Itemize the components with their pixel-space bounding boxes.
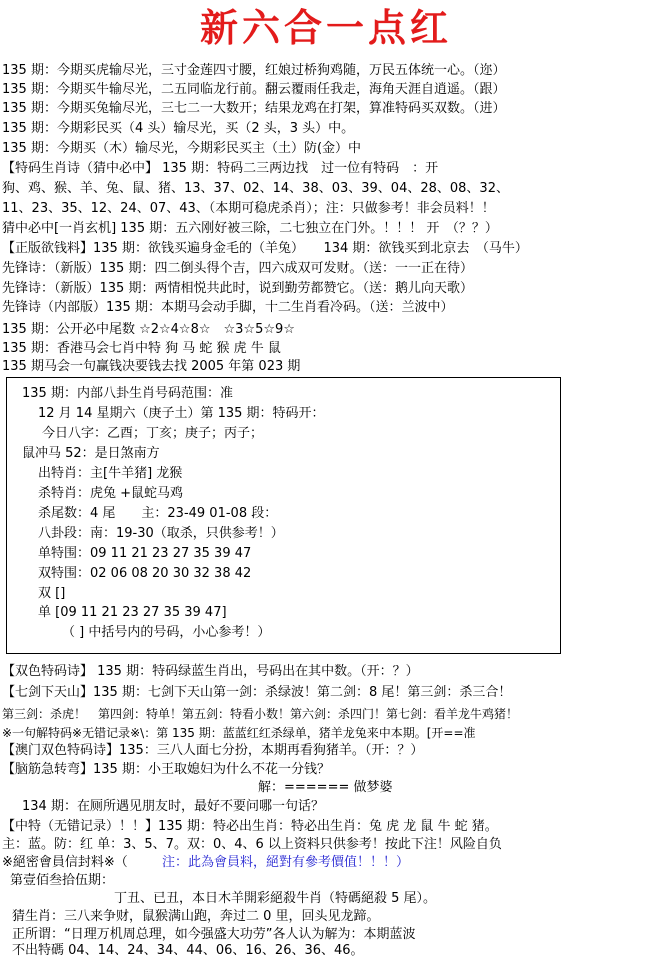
prophecy-line: 135 期：今期买（木）输尽光，今期彩民买主（土）防(金）中 [2, 141, 362, 156]
riddle-answer: 解：====== 做梦婆 [258, 780, 393, 795]
member-note: 注：此為會員料，絕對有參考價值！！！） [162, 855, 410, 870]
bottom-line: 【中特（无错记录）！！】135 期：特必出生肖：特必出生肖：兔 虎 龙 鼠 牛 蛇 猪。 [2, 819, 498, 834]
box-line: 杀尾数：4 尾 主：23-49 01-08 段： [38, 506, 278, 521]
bottom-line: 第三剑：杀虎！ 第四剑：特单！第五剑：特看小数！第六剑：杀四门！第七剑：看羊龙牛鸡猪！ [2, 707, 519, 721]
member-label: ※絕密會員信封料※（ [2, 855, 128, 870]
box-line: 双 [] [38, 586, 66, 601]
poem-line: 先锋诗：（新版）135 期：两情相悦共此时，说到勤劳都赞它。（送：鹅儿向天歌） [2, 281, 473, 296]
bottom-line: 134 期：在厕所遇见朋友时，最好不要问哪一句话？ [22, 799, 324, 814]
poem-line: 先锋诗（内部版）135 期：本期马会动手脚，十二生肖看冷码。（送：兰波中） [2, 300, 454, 315]
reference-line: 135 期马会一句赢钱决要钱去找 2005 年第 023 期 [2, 359, 301, 374]
box-line: 135 期：内部八卦生肖号码范围：准 [22, 386, 233, 401]
number-list-line: 狗、鸡、猴、羊、兔、鼠、猪、13、37、02、14、38、03、39、04、28、08、32、 [2, 181, 509, 196]
bottom-line: 【七剑下天山】135 期：七剑下天山第一剑：杀绿波！第二剑：8 尾！第三剑：杀三合！ [2, 685, 512, 700]
bottom-line: ※一句解特码※无错记录※\：第 135 期：蓝蓝红红杀绿单，猪羊龙兔来中本期。[开==准 [2, 726, 476, 740]
box-line: 单特围：09 11 21 23 27 35 39 47 [38, 546, 252, 561]
prophecy-line: 135 期：今期买兔输尽光，三七二一大数开；结果龙鸡在打架，算准特码买双数。（进） [2, 101, 506, 116]
bottom-line: 【双色特码诗】 135 期：特码绿蓝生肖出，号码出在其中数。（开：？） [2, 664, 419, 679]
bottom-line: 【澳门双色特码诗】135：三八人面七分扮，本期再看狗猪羊。（开：？） [2, 743, 424, 758]
zodiac-pick-line: 135 期：香港马会七肖中特 狗 马 蛇 猴 虎 牛 鼠 [2, 341, 281, 356]
page-title: 新六合一点红 [199, 5, 452, 50]
box-line: 单 [09 11 21 23 27 35 39 47] [38, 605, 227, 620]
bottom-line: 第壹佰叁拾伍期： [10, 873, 115, 888]
riddle-line: 【正版欲钱料】135 期：欲钱买遍身金毛的（羊兔） 134 期：欲钱买到北京去 （马牛） [2, 241, 528, 256]
box-line: 今日八字：乙酉；丁亥；庚子；丙子； [42, 426, 264, 441]
poem-line: 先锋诗：（新版）135 期：四二倒头得个吉，四六成双可发财。（送：一一正在待） [2, 261, 473, 276]
box-line: （ ] 中括号内的号码，小心参考！） [62, 625, 271, 640]
bottom-line: 主：蓝。防：红 单：3、5、7。双：0、4、6 以上资料只供参考！按此下注！风险自负 [2, 837, 502, 852]
bottom-line: 猜生肖：三八来争财，鼠猴满山跑，奔过二 0 里，回头见龙蹄。 [12, 909, 380, 924]
box-line: 鼠冲马 52：是日煞南方 [22, 446, 160, 461]
zodiac-poem-heading: 【特码生肖诗（猜中必中】 135 期：特码二三两边找 过一位有特码 ：开 [2, 161, 439, 176]
prophecy-line: 135 期：今期彩民买（4 头）输尽光，买（2 头，3 头）中。 [2, 121, 355, 136]
bottom-line: 【脑筋急转弯】135 期：小王取媳妇为什么不花一分钱？ [2, 762, 330, 777]
box-line: 八卦段：南：19-30（取杀，只供参考！） [38, 526, 284, 541]
bottom-line: 正所谓：“日理万机周总理，如今强盛大功劳”各人认为解为：本期蓝波 [12, 927, 416, 942]
box-line: 杀特肖：虎兔 +鼠蛇马鸡 [38, 486, 184, 501]
number-list-line: 11、23、35、12、24、07、43、（本期可稳虎杀肖）；注：只做参考！非会员料！！ [2, 201, 495, 216]
box-line: 12 月 14 星期六（庚子土）第 135 期：特码开： [38, 406, 325, 421]
bottom-line: 丁丑、已丑，本日木羊開彩絕殺牛肖（特碼絕殺 5 尾）。 [114, 891, 437, 906]
bottom-line: 不出特碼 04、14、24、34、44、06、16、26、36、46。 [12, 943, 364, 958]
box-line: 出特肖：主[牛羊猪] 龙猴 [38, 466, 183, 481]
prophecy-line: 135 期：今期买牛输尽光，二五同临龙行前。翻云覆雨任我走，海角天涯自逍遥。（跟） [2, 82, 506, 97]
box-line: 双特围：02 06 08 20 30 32 38 42 [38, 566, 252, 581]
prophecy-line: 135 期：今期买虎输尽光，三寸金莲四寸腰，红娘过桥狗鸡随，万民五体统一心。（迩） [2, 63, 506, 78]
tail-number-line: 135 期：公开必中尾数 ☆2☆4☆8☆ ☆3☆5☆9☆ [2, 322, 295, 337]
riddle-line: 猜中必中[一肖玄机] 135 期：五六刚好被三除，二七独立在门外。！！！ 开 （？？） [2, 221, 498, 236]
